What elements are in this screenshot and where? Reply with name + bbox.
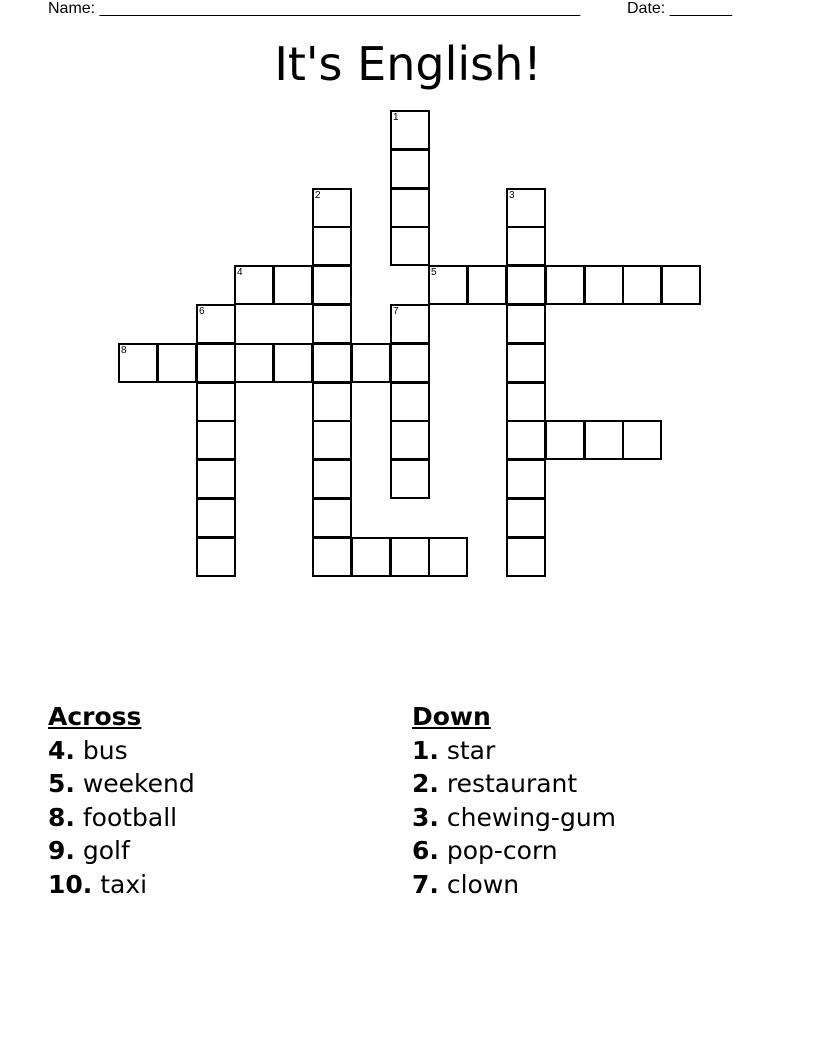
down-clues [412,700,616,901]
crossword-cell[interactable] [196,537,236,577]
cell-number: 7 [393,306,399,317]
crossword-cell[interactable] [506,226,546,266]
crossword-cell[interactable] [545,420,585,460]
across-clue [48,801,195,834]
crossword-cell[interactable] [390,382,430,422]
clue-text: golf [74,836,130,866]
crossword-cell[interactable] [196,304,236,344]
across-clue [48,834,195,867]
down-clue [412,868,616,901]
crossword-cell[interactable] [234,265,274,305]
crossword-cell[interactable] [312,188,352,228]
clue-number: 4. [48,736,75,765]
crossword-cell[interactable] [506,498,546,538]
crossword-cell[interactable] [196,343,236,383]
down-clue [412,834,616,867]
clue-text: football [74,802,178,832]
crossword-cell[interactable] [545,265,585,305]
crossword-cell[interactable] [390,459,430,499]
page-title: It's English! [274,37,542,91]
clue-text: restaurant [438,769,578,799]
crossword-cell[interactable] [506,537,546,577]
crossword-cell[interactable] [506,420,546,460]
crossword-cell[interactable] [312,343,352,383]
cell-number: 3 [509,190,515,201]
crossword-cell[interactable] [196,420,236,460]
crossword-cell[interactable] [428,537,468,577]
name-field[interactable]: Name: ______________________________________________________ [48,0,581,17]
cell-number: 8 [121,345,127,356]
date-field[interactable]: Date: _______ [627,0,732,17]
crossword-cell[interactable] [312,226,352,266]
crossword-cell[interactable] [661,265,701,305]
crossword-cell[interactable] [312,420,352,460]
clue-number: 8. [48,802,75,832]
crossword-cell[interactable] [118,343,158,383]
across-heading: Across [48,702,142,731]
clue-text: weekend [74,769,195,799]
crossword-cell[interactable] [506,265,546,305]
crossword-cell[interactable] [390,149,430,189]
crossword-cell[interactable] [506,304,546,344]
crossword-cell[interactable] [390,304,430,344]
crossword-cell[interactable] [622,420,662,460]
clue-text: taxi [92,869,148,899]
across-clue [48,767,195,800]
crossword-cell[interactable] [467,265,507,305]
crossword-cell[interactable] [390,343,430,383]
down-heading: Down [412,702,491,731]
crossword-cell[interactable] [234,343,274,383]
crossword-cell[interactable] [273,265,313,305]
clue-number: 7. [412,869,439,899]
cell-number: 5 [431,267,437,278]
crossword-cell[interactable] [506,459,546,499]
down-clue [412,767,616,800]
clue-number: 1. [412,736,439,765]
crossword-cell[interactable] [312,304,352,344]
crossword-cell[interactable] [506,188,546,228]
crossword-cell[interactable] [157,343,197,383]
crossword-cell[interactable] [390,110,430,150]
crossword-cell[interactable] [390,226,430,266]
clue-number: 6. [412,836,439,866]
crossword-cell[interactable] [390,188,430,228]
crossword-cell[interactable] [196,382,236,422]
cell-number: 4 [237,267,243,278]
clue-text: bus [74,736,128,765]
crossword-cell[interactable] [351,537,391,577]
clue-number: 5. [48,769,75,799]
clue-number: 3. [412,802,439,832]
crossword-cell[interactable] [312,498,352,538]
crossword-cell[interactable] [196,459,236,499]
crossword-cell[interactable] [584,265,624,305]
clue-text: star [438,736,496,765]
crossword-cell[interactable] [312,537,352,577]
crossword-cell[interactable] [506,343,546,383]
crossword-cell[interactable] [312,265,352,305]
crossword-cell[interactable] [390,537,430,577]
cell-number: 2 [315,190,321,201]
crossword-cell[interactable] [312,459,352,499]
across-clue [48,734,195,767]
crossword-cell[interactable] [390,420,430,460]
down-clue [412,801,616,834]
across-clues [48,700,195,901]
cell-number: 1 [393,112,399,123]
crossword-cell[interactable] [584,420,624,460]
crossword-cell[interactable] [622,265,662,305]
crossword-cell[interactable] [196,498,236,538]
clue-number: 10. [48,869,93,899]
crossword-cell[interactable] [506,382,546,422]
clue-text: clown [438,869,520,899]
crossword-cell[interactable] [273,343,313,383]
down-clue [412,734,616,767]
clue-text: chewing-gum [438,802,617,832]
clue-number: 2. [412,769,439,799]
clue-text: pop-corn [438,836,558,866]
clue-number: 9. [48,836,75,866]
crossword-cell[interactable] [351,343,391,383]
crossword-cell[interactable] [312,382,352,422]
crossword-cell[interactable] [428,265,468,305]
across-clue [48,868,195,901]
cell-number: 6 [199,306,205,317]
